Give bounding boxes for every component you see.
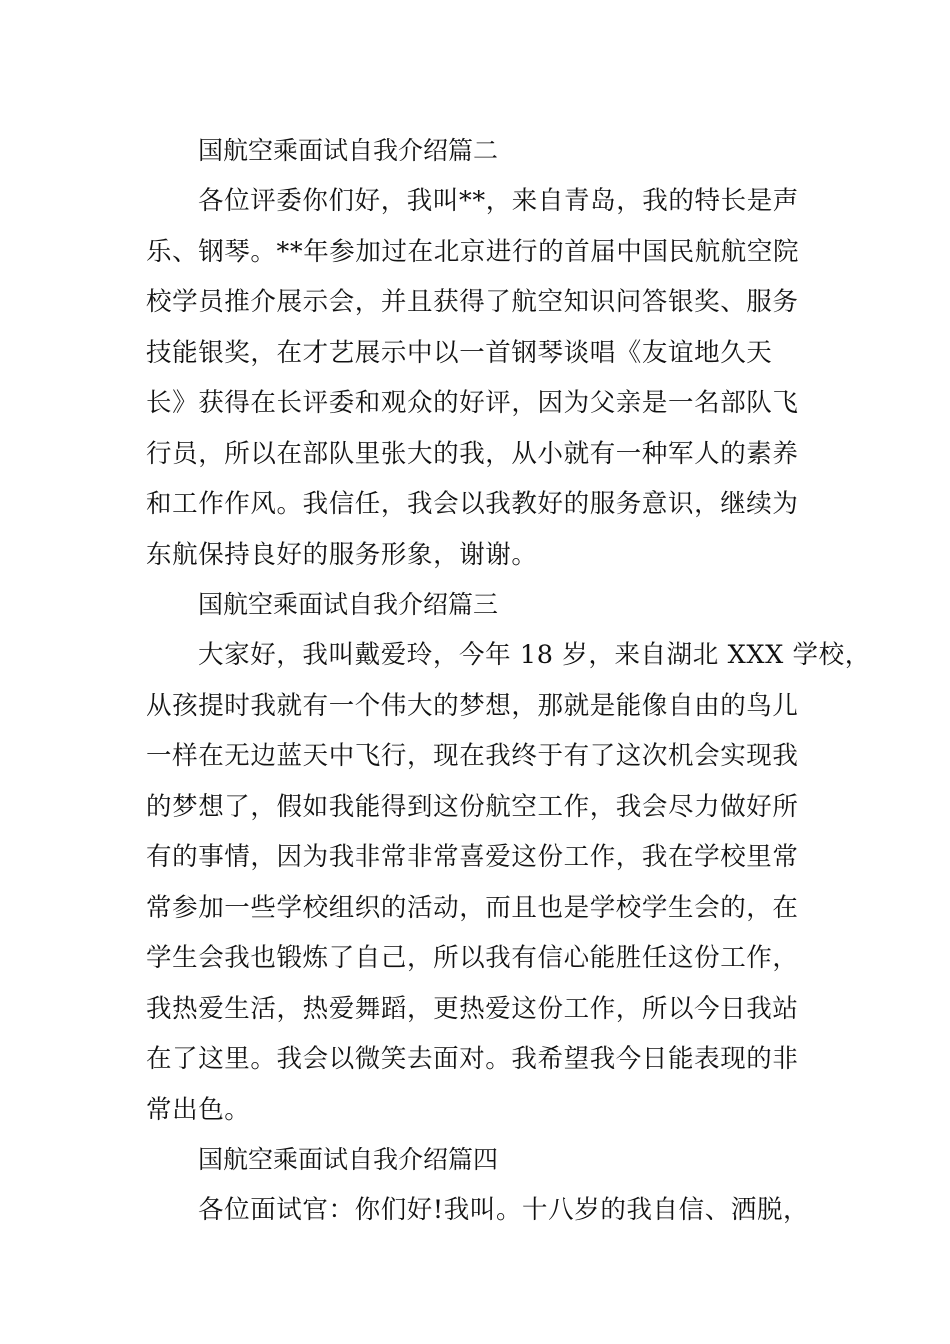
text-line: 东航保持良好的服务形象，谢谢。 (146, 539, 538, 570)
text-line: 我热爱生活，热爱舞蹈，更热爱这份工作，所以今日我站 (146, 993, 799, 1024)
section-heading-3: 国航空乘面试自我介绍篇三 (198, 590, 499, 619)
section-heading-4: 国航空乘面试自我介绍篇四 (198, 1145, 499, 1174)
text-line: 从孩提时我就有一个伟大的梦想，那就是能像自由的鸟儿 (146, 690, 799, 721)
section-heading-2: 国航空乘面试自我介绍篇二 (198, 136, 499, 165)
text-line: 各位评委你们好，我叫**，来自青岛，我的特长是声 (198, 186, 799, 216)
section-paragraph-3 (146, 630, 871, 1135)
text-line: 校学员推介展示会，并且获得了航空知识问答银奖、服务 (146, 287, 799, 317)
text-line: 有的事情，因为我非常非常喜爱这份工作，我在学校里常 (146, 842, 799, 872)
text-line: 常参加一些学校组织的活动，而且也是学校学生会的，在 (146, 892, 799, 923)
text-line: 乐、钢琴。**年参加过在北京进行的首届中国民航航空院 (146, 236, 800, 267)
text-line: 技能银奖，在才艺展示中以一首钢琴谈唱《友谊地久天 (146, 337, 773, 368)
text-line: 和工作作风。我信任，我会以我教好的服务意识，继续为 (146, 489, 799, 519)
text-line: 长》获得在长评委和观众的好评，因为父亲是一名部队飞 (146, 388, 799, 418)
section-paragraph-4 (146, 1185, 836, 1236)
text-line: 常出色。 (146, 1094, 251, 1125)
text-line: 各位面试官：你们好!我叫。十八岁的我自信、洒脱， (198, 1195, 810, 1225)
document-body (146, 126, 871, 1236)
section-paragraph-2 (146, 176, 836, 580)
text-line: 大家好，我叫戴爱玲，今年 18 岁，来自湖北 XXX 学校， (198, 640, 871, 670)
text-line: 的梦想了，假如我能得到这份航空工作，我会尽力做好所 (146, 791, 799, 822)
text-line: 学生会我也锻炼了自己，所以我有信心能胜任这份工作， (146, 943, 799, 973)
text-line: 在了这里。我会以微笑去面对。我希望我今日能表现的非 (146, 1044, 799, 1074)
text-line: 一样在无边蓝天中飞行，现在我终于有了这次机会实现我 (146, 741, 799, 771)
text-line: 行员，所以在部队里张大的我，从小就有一种军人的素养 (146, 438, 799, 469)
